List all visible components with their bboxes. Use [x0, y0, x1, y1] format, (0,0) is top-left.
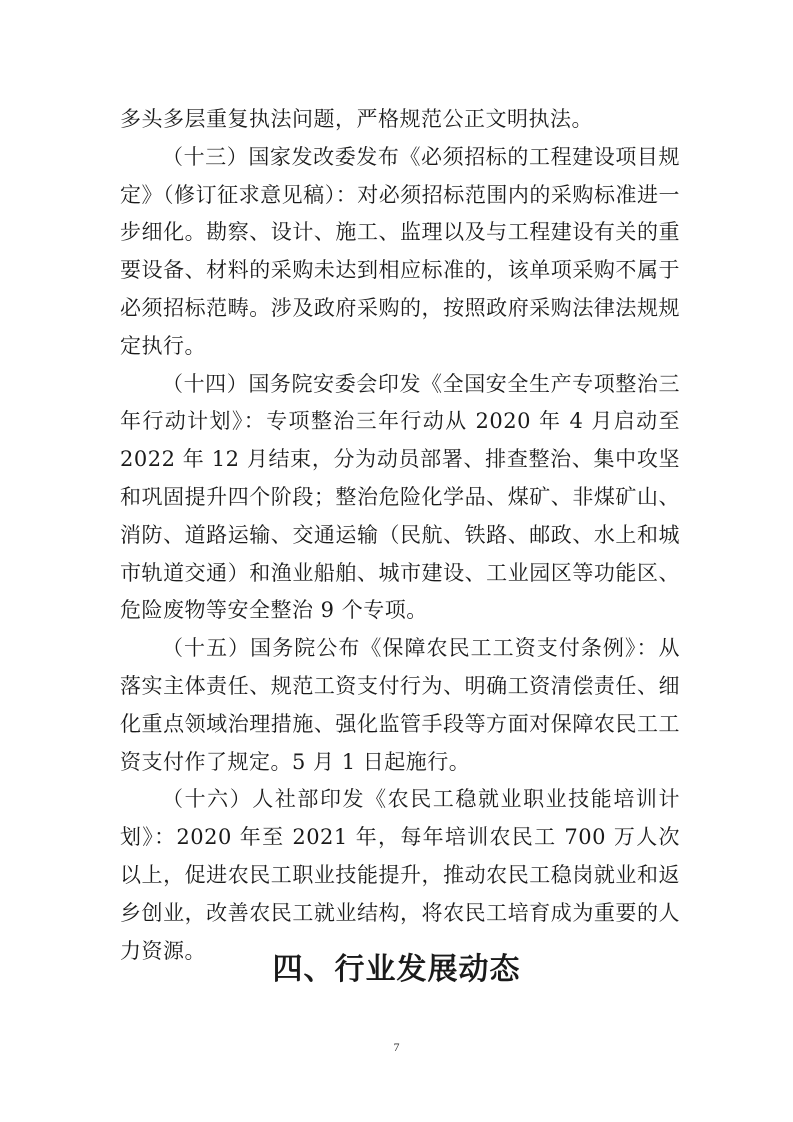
paragraph-item-14: （十四）国务院安委会印发《全国安全生产专项整治三年行动计划》：专项整治三年行动从 2020 年 4 月启动至 2022 年 12 月结束，分为动员部署、排查整治、集中攻坚和巩固提升四个阶段；整治危险化学品、煤矿、非煤矿山、消防、道路运输、交通运输（民航、铁路、邮政、水上和城市轨道交通）和渔业船舶、城市建设、工业园区等功能区、危险废物等安全整治 9 个专项。 [120, 371, 680, 623]
paragraph-continuation: 多头多层重复执法问题，严格规范公正文明执法。 [120, 107, 593, 131]
paragraph-item-15: （十五）国务院公布《保障农民工工资支付条例》：从落实主体责任、规范工资支付行为、明确工资清偿责任、细化重点领域治理措施、强化监管手段等方面对保障农民工工资支付作了规定。5 月 1 日起施行。 [120, 636, 680, 774]
body-text [120, 101, 680, 970]
section-heading: 四、行业发展动态 [272, 952, 521, 987]
page-number: 7 [393, 1040, 400, 1054]
paragraph-item-13: （十三）国家发改委发布《必须招标的工程建设项目规定》（修订征求意见稿）：对必须招标范围内的采购标准进一步细化。勘察、设计、施工、监理以及与工程建设有关的重要设备、材料的采购未达到相应标准的，该单项采购不属于必须招标范畴。涉及政府采购的，按照政府采购法律法规规定执行。 [120, 144, 680, 358]
paragraph-item-16: （十六）人社部印发《农民工稳就业职业技能培训计划》：2020 年至 2021 年，每年培训农民工 700 万人次以上，促进农民工职业技能提升，推动农民工稳岗就业和返乡创业，改善农民工就业结构，将农民工培育成为重要的人力资源。 [120, 787, 680, 963]
